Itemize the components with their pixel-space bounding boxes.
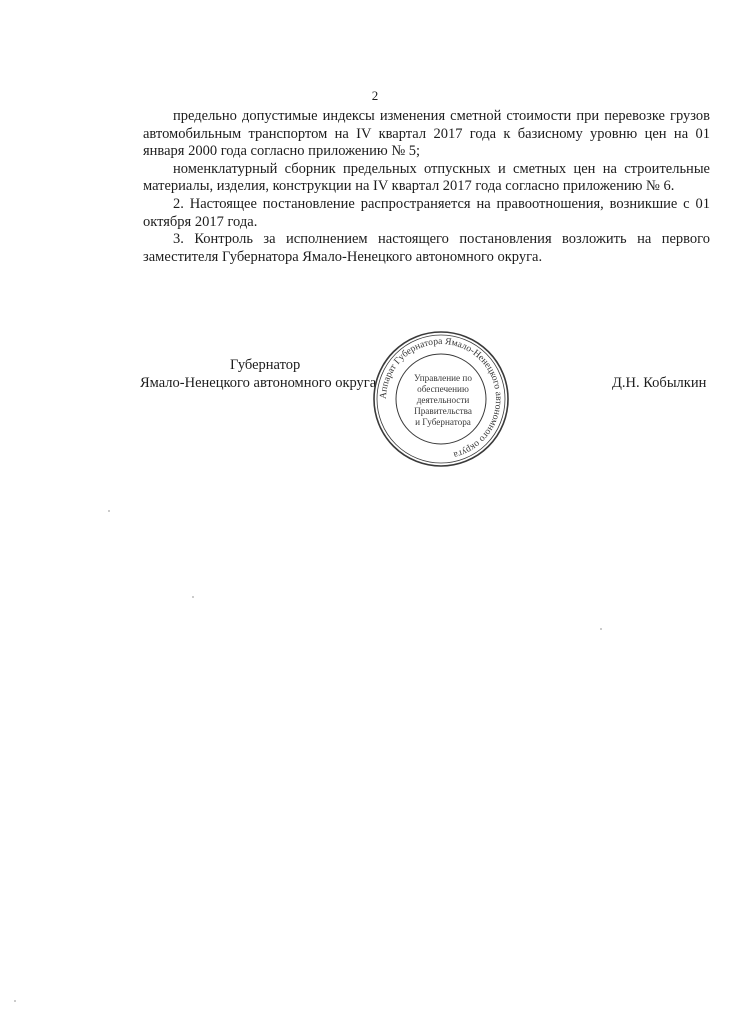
page-number: 2 xyxy=(371,88,379,103)
seal-line-3: деятельности xyxy=(416,395,470,405)
paragraph-4: 3. Контроль за исполнением настоящего постановления возложить на первого заместителя Губернатора Ямало-Ненецкого автономного округа. xyxy=(143,231,710,265)
seal-line-2: обеспечению xyxy=(417,384,469,394)
scan-speck xyxy=(600,628,602,630)
seal-ring-text: Аппарат Губернатора Ямало-Ненецкого автономного округа xyxy=(377,335,505,461)
scan-speck xyxy=(108,510,110,512)
paragraph-3: 2. Настоящее постановление распространяется на правоотношения, возникшие с 01 октября 2017 года. xyxy=(143,195,710,230)
paragraph-1: предельно допустимые индексы изменения сметной стоимости при перевозке грузов автомобильным транспортом на IV квартал 2017 года к базисному уровню цен на 01 января 2000 года согласно приложению № 5; xyxy=(143,108,710,160)
signature-title: Губернатор xyxy=(230,357,301,373)
signature-position xyxy=(140,356,390,392)
paragraph-2: номенклатурный сборник предельных отпускных и сметных цен на строительные материалы, изделия, конструкции на IV квартал 2017 года согласно приложению № 6. xyxy=(143,160,710,195)
seal-line-5: и Губернатора xyxy=(415,417,471,427)
signatory-name: Д.Н. Кобылкин xyxy=(612,375,707,391)
scan-speck xyxy=(14,1000,16,1002)
seal-graphic xyxy=(371,329,511,469)
body-text xyxy=(143,108,710,266)
scan-speck xyxy=(192,596,194,598)
seal-line-1: Управление по xyxy=(414,373,472,383)
seal-line-4: Правительства xyxy=(414,406,472,416)
signature-region: Ямало-Ненецкого автономного округа xyxy=(140,375,377,391)
official-seal xyxy=(371,329,511,469)
